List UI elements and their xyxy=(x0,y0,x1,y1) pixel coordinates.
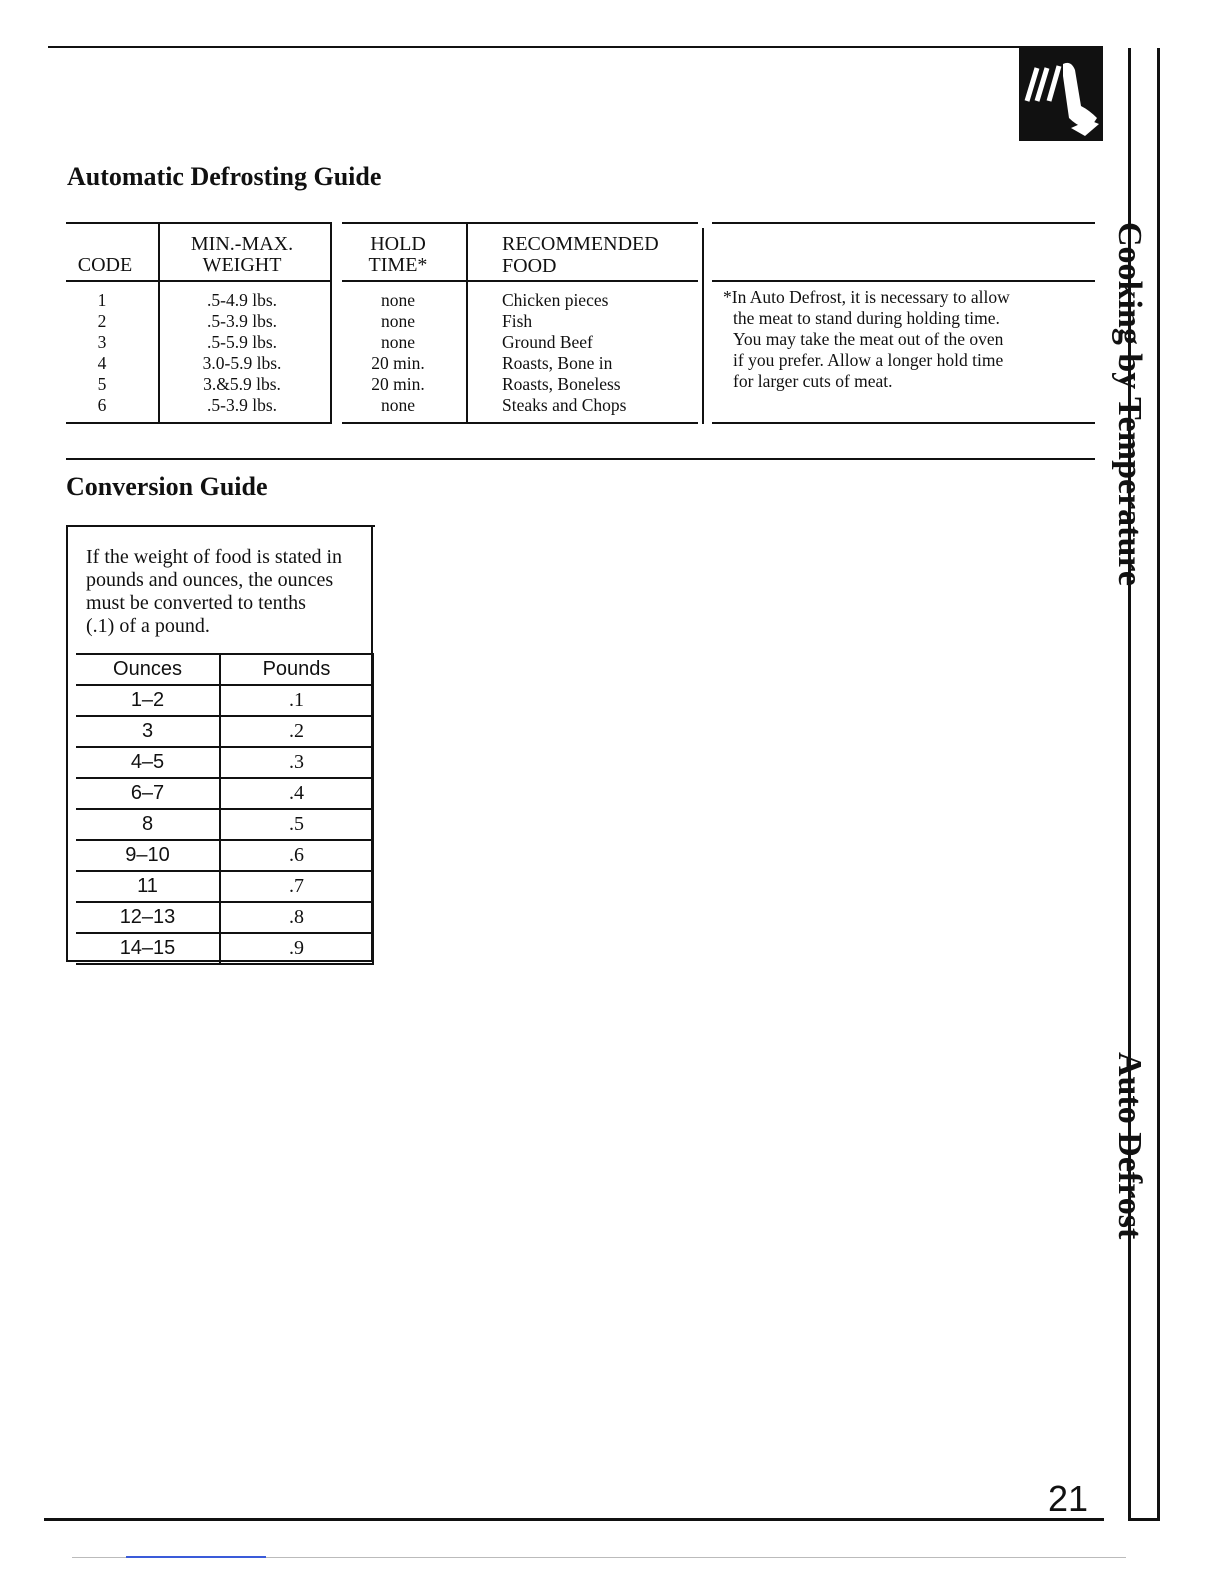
header-weight-line1: MIN.-MAX. xyxy=(190,233,294,255)
table-cell-code: 3 xyxy=(97,332,107,352)
table-header-row xyxy=(76,654,373,685)
table-cell-code: 6 xyxy=(97,395,107,415)
page-number: 21 xyxy=(1048,1478,1089,1519)
hold-time-note xyxy=(723,287,1083,392)
table-cell-code: 1 xyxy=(97,290,107,310)
cell-ounces: 9–10 xyxy=(76,840,220,871)
table-rule xyxy=(66,222,332,224)
table-cell-food: Chicken pieces xyxy=(502,290,609,310)
cell-pounds: .3 xyxy=(220,747,373,778)
table-row xyxy=(76,933,373,964)
table-cell-food: Roasts, Bone in xyxy=(502,353,613,373)
table-rule xyxy=(342,222,698,224)
column-divider xyxy=(702,228,704,424)
table-row xyxy=(76,778,373,809)
note-line: You may take the meat out of the oven xyxy=(733,329,1004,349)
table-row xyxy=(76,840,373,871)
table-row xyxy=(76,716,373,747)
hold-column xyxy=(344,290,452,416)
header-food-line2: FOOD xyxy=(502,255,557,277)
table-cell-code: 2 xyxy=(97,311,107,331)
cell-pounds: .4 xyxy=(220,778,373,809)
cell-pounds: .8 xyxy=(220,902,373,933)
table-cell-food: Fish xyxy=(502,311,533,331)
top-rule xyxy=(48,46,1102,48)
intro-line: If the weight of food is stated in xyxy=(86,546,343,568)
table-cell-weight: 3.&5.9 lbs. xyxy=(203,374,281,394)
cell-pounds: .7 xyxy=(220,871,373,902)
header-hold-line1: HOLD xyxy=(370,233,426,255)
weight-column xyxy=(162,290,322,416)
header-pounds: Pounds xyxy=(220,654,373,685)
table-cell-weight: .5-4.9 lbs. xyxy=(207,290,277,310)
table-cell-food: Roasts, Boneless xyxy=(502,374,621,394)
note-line: for larger cuts of meat. xyxy=(733,371,893,391)
table-cell-weight: .5-3.9 lbs. xyxy=(207,311,277,331)
cell-ounces: 6–7 xyxy=(76,778,220,809)
note-line: if you prefer. Allow a longer hold time xyxy=(733,350,1004,370)
cell-ounces: 4–5 xyxy=(76,747,220,778)
cell-ounces: 11 xyxy=(76,871,220,902)
cell-ounces: 12–13 xyxy=(76,902,220,933)
cell-ounces: 1–2 xyxy=(76,685,220,716)
table-rule xyxy=(66,422,332,424)
table-cell-hold: none xyxy=(380,395,416,415)
intro-line: must be converted to tenths xyxy=(86,592,306,614)
table-rule xyxy=(342,422,698,424)
table-cell-weight: 3.0-5.9 lbs. xyxy=(202,353,282,373)
table-cell-hold: 20 min. xyxy=(371,353,425,373)
table-row xyxy=(76,809,373,840)
table-row xyxy=(76,685,373,716)
table-cell-hold: none xyxy=(380,311,416,331)
cell-ounces: 3 xyxy=(76,716,220,747)
header-ounces: Ounces xyxy=(76,654,220,685)
table-row xyxy=(76,871,373,902)
column-divider xyxy=(466,222,468,424)
side-tab-cooking-by-temperature: Cooking by Temperature xyxy=(1111,222,1148,586)
cell-pounds: .9 xyxy=(220,933,373,964)
code-column xyxy=(82,290,122,416)
table-cell-food: Steaks and Chops xyxy=(502,395,627,415)
table-row xyxy=(76,902,373,933)
conversion-guide-title: Conversion Guide xyxy=(66,472,268,501)
hand-touch-icon xyxy=(1019,46,1103,141)
table-cell-weight: .5-3.9 lbs. xyxy=(207,395,277,415)
cell-pounds: .6 xyxy=(220,840,373,871)
note-line: *In Auto Defrost, it is necessary to allow xyxy=(723,287,1010,307)
bottom-rule xyxy=(44,1518,1104,1521)
defrost-guide-title: Automatic Defrosting Guide xyxy=(67,162,382,191)
header-code: CODE xyxy=(77,254,133,276)
side-tab-line-right xyxy=(1157,48,1160,1518)
food-column xyxy=(502,290,692,416)
conversion-intro xyxy=(86,546,366,638)
table-cell-code: 4 xyxy=(97,353,107,373)
header-weight-line2: WEIGHT xyxy=(202,254,282,276)
cell-pounds: .2 xyxy=(220,716,373,747)
table-cell-hold: 20 min. xyxy=(371,374,425,394)
footer-accent-rule xyxy=(126,1556,266,1558)
table-cell-hold: none xyxy=(380,290,416,310)
table-cell-weight: .5-5.9 lbs. xyxy=(207,332,277,352)
cell-pounds: .1 xyxy=(220,685,373,716)
intro-line: (.1) of a pound. xyxy=(86,615,210,637)
side-tab-line-bottom xyxy=(1128,1518,1160,1521)
conversion-table xyxy=(76,653,374,965)
header-food-line1: RECOMMENDED xyxy=(502,233,659,255)
table-rule xyxy=(66,280,332,282)
side-tab-auto-defrost: Auto Defrost xyxy=(1111,1052,1148,1240)
intro-line: pounds and ounces, the ounces xyxy=(86,569,334,591)
table-rule xyxy=(712,222,1095,224)
table-cell-hold: none xyxy=(380,332,416,352)
column-divider xyxy=(158,222,160,424)
table-rule xyxy=(342,280,698,282)
header-hold-line2: TIME* xyxy=(368,254,428,276)
column-divider xyxy=(330,222,332,424)
note-line: the meat to stand during holding time. xyxy=(733,308,1000,328)
section-divider xyxy=(66,458,1095,460)
table-row xyxy=(76,747,373,778)
table-rule xyxy=(712,280,1095,282)
table-cell-food: Ground Beef xyxy=(502,332,593,352)
cell-ounces: 14–15 xyxy=(76,933,220,964)
table-cell-code: 5 xyxy=(97,374,107,394)
table-rule xyxy=(712,422,1095,424)
cell-pounds: .5 xyxy=(220,809,373,840)
cell-ounces: 8 xyxy=(76,809,220,840)
